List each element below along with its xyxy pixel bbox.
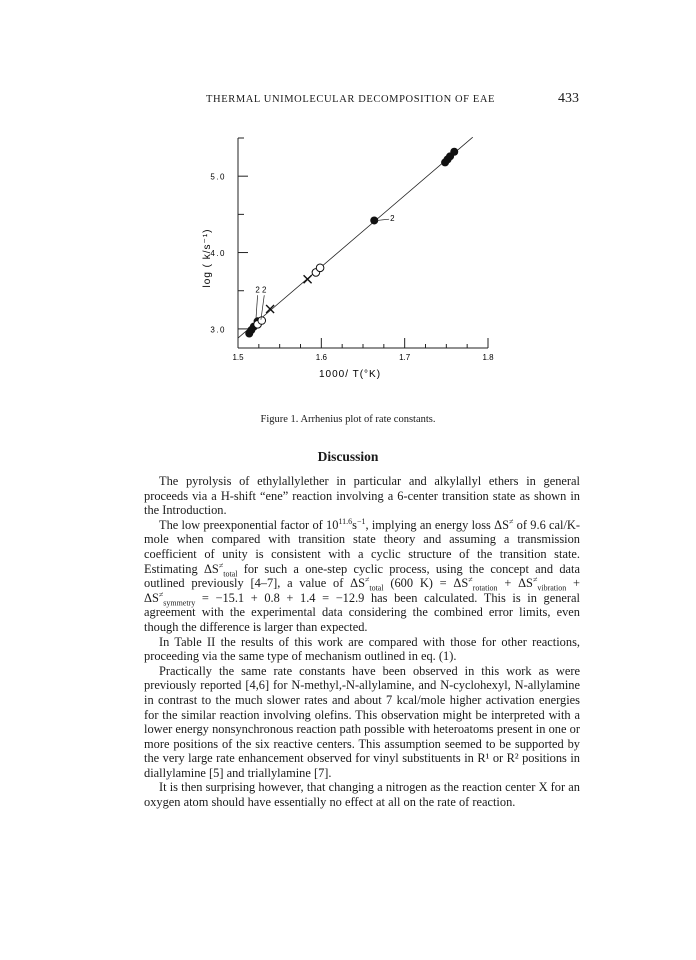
figure-caption: Figure 1. Arrhenius plot of rate constants.: [260, 414, 436, 425]
data-point-open: [258, 317, 266, 325]
annotation-leader: [377, 219, 389, 220]
plot-axes: [238, 138, 488, 348]
data-point-filled: [450, 148, 458, 156]
paragraph-2: The low preexponential factor of $10^{11.6}s^{-1}$, implying an energy loss ΔS≠ of 9.6 cal/K-mole when compared with transition state theory and assuming a transmission coefficient of unity is consistent with a cyclic structure of the transition state. Estimating $\Delta S^\ne_{total}$ for such a one-step cyclic process, using the concept and data outlined previously [4–7], a value of $\Delta S^\ne_{total}$ (600 $K) = \Delta S^\ne_{rotation} + \Delta S^\ne_{vibration} + \Delta S^\ne_{symmetry} = -15.1 + 0.8 + 1.4 = -12.9$ has been calculated. This is in general agreement with the experimental data considering the combined error limits, even though the difference is larger than expected.: [144, 516, 580, 634]
paragraph-3: In Table II the results of this work are compared with those for other reactions, proceeding via the same type of mechanism outlined in eq. (1).: [144, 634, 580, 664]
paragraph-5: It is then surprising however, that changing a nitrogen as the reaction center X for an oxygen atom should have essentially no effect at all on the rate of reaction.: [144, 780, 580, 810]
running-title: THERMAL UNIMOLECULAR DECOMPOSITION OF EAE: [206, 94, 496, 105]
x-tick-label: 1.7: [399, 353, 411, 362]
y-tick-label: 3.0: [210, 325, 226, 335]
data-point-open: [316, 264, 324, 272]
y-axis-label: log ( k/s⁻¹): [202, 228, 213, 288]
data-point-cross: [266, 305, 274, 313]
annotation-label: 2: [390, 214, 395, 224]
discussion-body: [144, 474, 580, 810]
paragraph-4: Practically the same rate constants have been observed in this work as were previously reported [4,6] for N-methyl,-N-allylamine, and N-cyclohexyl, N-allylamine in contrast to the much slower rates and about 7 kcal/mole higher activation energies for the similar reaction involving olefins. This observation might be interpreted with a lower energy nonsynchronous reaction path possible with heteroatoms present in one or more positions of the six reactive centers. This assumption seemed to be supported by the very large rate enhancement observed for vinyl substituents in R¹ or R² positions in diallylamine [5] and triallylamine [7].: [144, 663, 580, 780]
point-annotations: [255, 214, 395, 320]
x-axis-label: 1000/ T(°K): [318, 369, 382, 380]
y-tick-label: 4.0: [210, 249, 226, 259]
x-tick-label: 1.8: [482, 353, 494, 362]
annotation-leader: [256, 295, 258, 319]
paragraph-1: The pyrolysis of ethylallylether in particular and alkylallyl ethers in general proceeds via a H-shift “ene” reaction involving a 6-center transition state as shown in the Introduction.: [144, 474, 580, 518]
annotation-label: 2: [262, 285, 267, 295]
x-tick-label: 1.5: [232, 353, 244, 362]
data-point-cross: [304, 275, 312, 283]
x-tick-label: 1.6: [315, 353, 327, 362]
y-tick-label: 5.0: [210, 172, 226, 182]
data-points: [245, 148, 458, 338]
fit-line: [238, 137, 473, 338]
section-heading: Discussion: [317, 449, 379, 464]
page-number: 433: [558, 91, 579, 106]
arrhenius-plot: [190, 120, 510, 380]
annotation-label: 2: [255, 285, 260, 295]
regression-line: [238, 137, 473, 338]
